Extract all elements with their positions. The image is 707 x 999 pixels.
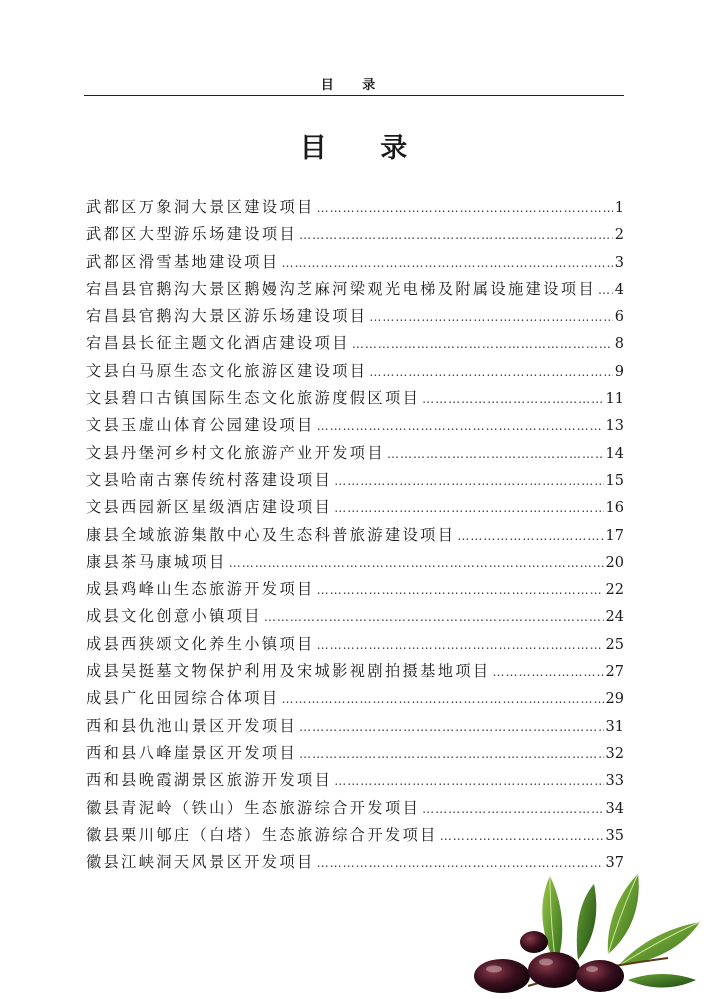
- toc-entry-title: 文县玉虚山体育公园建设项目: [86, 416, 315, 435]
- leaf-icon: [577, 884, 596, 960]
- toc-entry[interactable]: [86, 221, 624, 248]
- toc-entry-title: 徽县栗川郇庄（白塔）生态旅游综合开发项目: [86, 825, 438, 844]
- toc-entry-title: 宕昌县官鹅沟大景区鹅嫚沟芝麻河梁观光电梯及附属设施建设项目: [86, 279, 597, 298]
- toc-entry-title: 成县文化创意小镇项目: [86, 607, 262, 626]
- toc-page-number: 35: [605, 827, 624, 844]
- toc-page-number: 14: [605, 445, 624, 462]
- toc-entry[interactable]: [86, 194, 624, 221]
- toc-entry[interactable]: [86, 330, 624, 357]
- toc-page-number: 2: [614, 227, 624, 244]
- dot-leader: [281, 250, 612, 277]
- toc-page-number: 22: [605, 582, 624, 599]
- table-of-contents: [86, 194, 624, 876]
- toc-entry[interactable]: [86, 276, 624, 303]
- running-header: 目 录: [320, 78, 388, 93]
- toc-entry-title: 成县鸡峰山生态旅游开发项目: [86, 580, 315, 599]
- toc-page-number: 20: [605, 554, 624, 571]
- toc-entry-title: 文县白马原生态文化旅游区建设项目: [86, 361, 368, 380]
- toc-entry-title: 康县全域旅游集散中心及生态科普旅游建设项目: [86, 525, 456, 544]
- toc-page-number: 3: [614, 254, 624, 271]
- toc-page-number: 4: [614, 281, 624, 298]
- toc-entry[interactable]: [86, 467, 624, 494]
- toc-page-number: 33: [605, 773, 624, 790]
- toc-page-number: 34: [605, 800, 624, 817]
- toc-entry[interactable]: [86, 740, 624, 767]
- toc-page-number: 17: [605, 527, 624, 544]
- toc-entry-title: 宕昌县官鹅沟大景区游乐场建设项目: [86, 307, 368, 326]
- toc-entry[interactable]: [86, 795, 624, 822]
- toc-entry[interactable]: [86, 767, 624, 794]
- dot-leader: [422, 796, 603, 823]
- toc-page-number: 15: [605, 472, 624, 489]
- dot-leader: [317, 195, 613, 222]
- toc-entry-title: 西和县晚霞湖景区旅游开发项目: [86, 771, 333, 790]
- toc-page-number: 11: [605, 391, 624, 408]
- dot-leader: [387, 441, 604, 468]
- toc-entry[interactable]: [86, 685, 624, 712]
- toc-entry-title: 成县吴挺墓文物保护利用及宋城影视剧拍摄基地项目: [86, 662, 491, 681]
- toc-entry[interactable]: [86, 358, 624, 385]
- dot-leader: [299, 222, 613, 249]
- olive-icon: [528, 952, 580, 988]
- toc-entry-title: 成县西狭颂文化养生小镇项目: [86, 634, 315, 653]
- toc-entry-title: 武都区万象洞大景区建设项目: [86, 198, 315, 216]
- toc-page-number: 16: [605, 500, 624, 517]
- dot-leader: [334, 768, 603, 795]
- dot-leader: [317, 413, 604, 440]
- leaf-icon: [608, 874, 639, 954]
- dot-leader: [299, 714, 603, 741]
- olive-icon: [474, 959, 530, 993]
- dot-leader: [334, 468, 603, 495]
- dot-leader: [493, 659, 604, 686]
- toc-entry-title: 武都区大型游乐场建设项目: [86, 225, 298, 244]
- toc-page-number: 27: [605, 664, 624, 681]
- toc-entry-title: 西和县八峰崖景区开发项目: [86, 743, 298, 762]
- toc-entry-title: 文县哈南古寨传统村落建设项目: [86, 470, 333, 489]
- toc-entry-title: 文县碧口古镇国际生态文化旅游度假区项目: [86, 389, 421, 408]
- toc-entry[interactable]: [86, 412, 624, 439]
- dot-leader: [317, 632, 604, 659]
- toc-entry-title: 徽县青泥岭（铁山）生态旅游综合开发项目: [86, 798, 421, 817]
- dot-leader: [264, 604, 604, 631]
- dot-leader: [352, 331, 613, 358]
- toc-entry-title: 宕昌县长征主题文化酒店建设项目: [86, 334, 350, 353]
- toc-page-number: 31: [605, 718, 624, 735]
- toc-page-number: 32: [605, 745, 624, 762]
- header-rule: [84, 95, 624, 96]
- toc-entry[interactable]: [86, 440, 624, 467]
- page-title: 目 录: [299, 133, 430, 164]
- toc-page-number: 8: [614, 336, 624, 353]
- dot-leader: [299, 741, 603, 768]
- toc-entry[interactable]: [86, 603, 624, 630]
- olive-icon: [520, 931, 548, 953]
- toc-page-number: 1: [614, 200, 624, 216]
- toc-entry[interactable]: [86, 303, 624, 330]
- toc-entry[interactable]: [86, 385, 624, 412]
- dot-leader: [598, 277, 613, 304]
- dot-leader: [334, 495, 603, 522]
- toc-page-number: 25: [605, 636, 624, 653]
- toc-entry[interactable]: [86, 549, 624, 576]
- toc-page-number: 29: [605, 691, 624, 708]
- dot-leader: [229, 550, 604, 577]
- leaf-icon: [628, 974, 696, 988]
- toc-entry-title: 康县茶马康城项目: [86, 552, 227, 571]
- toc-entry[interactable]: [86, 576, 624, 603]
- toc-entry[interactable]: [86, 631, 624, 658]
- olive-icon: [576, 960, 624, 992]
- toc-entry[interactable]: [86, 249, 624, 276]
- toc-page-number: 13: [605, 418, 624, 435]
- toc-entry-title: 西和县仇池山景区开发项目: [86, 716, 298, 735]
- toc-entry-title: 文县西园新区星级酒店建设项目: [86, 498, 333, 517]
- dot-leader: [281, 686, 603, 713]
- toc-entry[interactable]: [86, 522, 624, 549]
- dot-leader: [369, 359, 612, 386]
- toc-page-number: 37: [605, 855, 624, 872]
- olive-branch-illustration: [468, 862, 703, 997]
- dot-leader: [369, 304, 612, 331]
- toc-entry-title: 成县广化田园综合体项目: [86, 689, 280, 708]
- toc-entry-title: 武都区滑雪基地建设项目: [86, 252, 280, 271]
- toc-page-number: 24: [605, 609, 624, 626]
- dot-leader: [440, 823, 604, 850]
- dot-leader: [457, 523, 603, 550]
- toc-entry[interactable]: [86, 658, 624, 685]
- toc-entry-title: 徽县江峡洞天风景区开发项目: [86, 853, 315, 872]
- toc-entry[interactable]: [86, 494, 624, 521]
- toc-entry[interactable]: [86, 822, 624, 849]
- toc-entry-title: 文县丹堡河乡村文化旅游产业开发项目: [86, 443, 385, 462]
- dot-leader: [422, 386, 603, 413]
- toc-page-number: 6: [614, 309, 624, 326]
- dot-leader: [317, 577, 604, 604]
- toc-entry[interactable]: [86, 713, 624, 740]
- toc-page-number: 9: [614, 363, 624, 380]
